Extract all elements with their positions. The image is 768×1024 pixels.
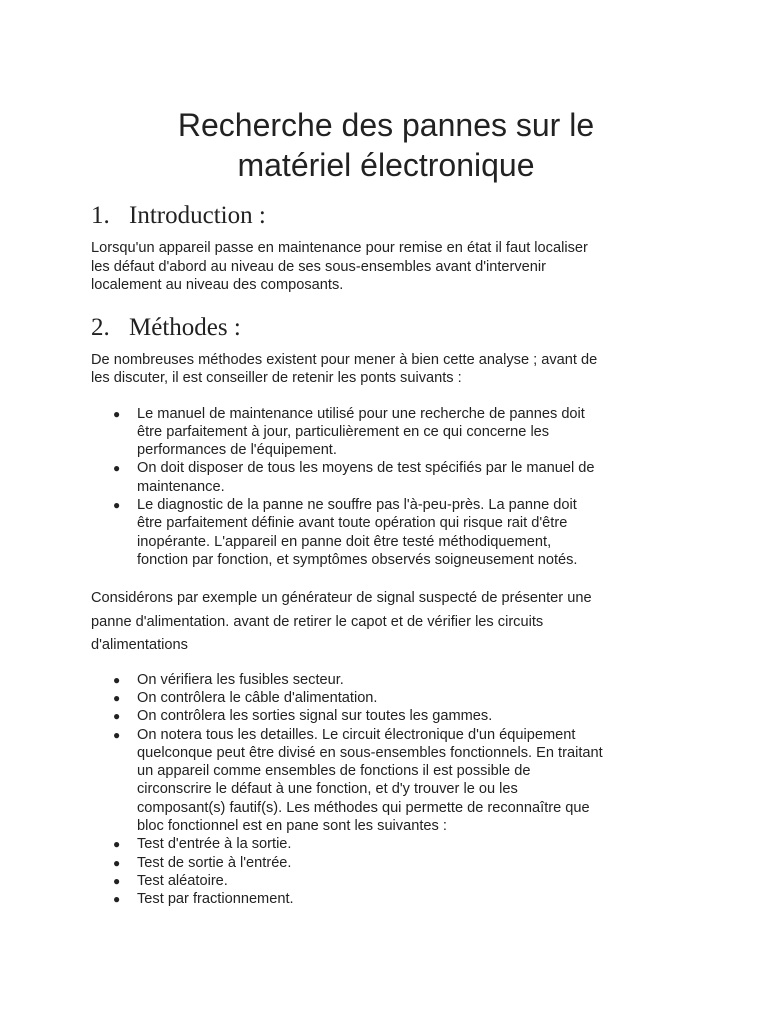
section-heading-text: Méthodes : bbox=[129, 313, 241, 341]
list-item-line: Le diagnostic de la panne ne souffre pas l'à-peu-près. La panne doit bbox=[137, 496, 577, 513]
list-item-line: Le manuel de maintenance utilisé pour une recherche de pannes doit bbox=[137, 405, 585, 422]
list-item bbox=[91, 496, 681, 569]
list-item-line: un appareil comme ensembles de fonctions il est possible de bbox=[137, 763, 531, 780]
section-heading-text: Introduction : bbox=[129, 202, 266, 229]
bullet-icon: ● bbox=[113, 727, 121, 742]
bullet-icon: ● bbox=[113, 892, 121, 907]
bullet-icon: ● bbox=[113, 709, 121, 724]
list-item bbox=[91, 459, 681, 496]
title-line-2: matériel électronique bbox=[237, 147, 535, 183]
list-item-line: Test de sortie à l'entrée. bbox=[137, 854, 292, 871]
paragraph-line: les discuter, il est conseiller de retenir les ponts suivants : bbox=[91, 370, 462, 386]
paragraph-line: panne d'alimentation. avant de retirer le capot et de vérifier les circuits bbox=[91, 613, 544, 630]
list-item-line: Test aléatoire. bbox=[137, 872, 228, 889]
list-item bbox=[91, 854, 681, 872]
list-item-line: On notera tous les detailles. Le circuit électronique d'un équipement bbox=[137, 726, 576, 743]
recommendations-list bbox=[91, 405, 681, 570]
list-item-line: circonscrire le défaut à une fonction, et d'y trouver le ou les bbox=[137, 781, 518, 798]
list-item bbox=[91, 872, 681, 890]
list-item bbox=[91, 689, 681, 707]
document-page bbox=[91, 0, 681, 909]
list-item-line: maintenance. bbox=[137, 478, 225, 495]
list-item-line: On doit disposer de tous les moyens de test spécifiés par le manuel de bbox=[137, 460, 595, 477]
paragraph-line: les défaut d'abord au niveau de ses sous-ensembles avant d'intervenir bbox=[91, 258, 547, 275]
methodes-paragraph bbox=[91, 351, 681, 388]
paragraph-line: Considérons par exemple un générateur de signal suspecté de présenter une bbox=[91, 590, 592, 607]
bullet-icon: ● bbox=[113, 837, 121, 852]
list-item-line: être parfaitement à jour, particulièrement en ce qui concerne les bbox=[137, 423, 550, 440]
example-paragraph bbox=[91, 587, 681, 658]
paragraph-line: d'alimentations bbox=[91, 637, 188, 654]
paragraph-line: Lorsqu'un appareil passe en maintenance pour remise en état il faut localiser bbox=[91, 240, 588, 256]
list-item-line: être parfaitement définie avant toute opération qui risque rait d'être bbox=[137, 515, 568, 532]
list-item-line: Test par fractionnement. bbox=[137, 891, 294, 908]
bullet-icon: ● bbox=[113, 873, 121, 888]
bullet-icon: ● bbox=[113, 461, 121, 476]
list-item bbox=[91, 707, 681, 725]
section-number: 2. bbox=[91, 313, 110, 341]
bullet-icon: ● bbox=[113, 406, 121, 421]
list-item-line: On vérifiera les fusibles secteur. bbox=[137, 671, 344, 688]
bullet-icon: ● bbox=[113, 497, 121, 512]
list-item-line: composant(s) fautif(s). Les méthodes qui permette de reconnaître que bbox=[137, 799, 590, 816]
list-item-line: On contrôlera le câble d'alimentation. bbox=[137, 689, 378, 706]
list-item-line: fonction par fonction, et symptômes observés soigneusement notés. bbox=[137, 551, 578, 568]
section-heading-introduction bbox=[91, 201, 681, 231]
list-item-line: quelconque peut être divisé en sous-ensembles fonctionnels. En traitant bbox=[137, 744, 603, 761]
list-item-line: inopérante. L'appareil en panne doit être testé méthodiquement, bbox=[137, 533, 552, 550]
list-item-line: Test d'entrée à la sortie. bbox=[137, 836, 292, 853]
checks-list bbox=[91, 671, 681, 909]
introduction-paragraph bbox=[91, 239, 681, 295]
list-item bbox=[91, 890, 681, 908]
section-heading-methodes bbox=[91, 313, 681, 343]
list-item-line: bloc fonctionnel est en pane sont les suivantes : bbox=[137, 818, 447, 835]
list-item bbox=[91, 835, 681, 853]
section-number: 1. bbox=[91, 202, 110, 229]
bullet-icon: ● bbox=[113, 855, 121, 870]
list-item-line: performances de l'équipement. bbox=[137, 442, 337, 459]
title-line-1: Recherche des pannes sur le bbox=[177, 107, 595, 143]
list-item bbox=[91, 671, 681, 689]
list-item bbox=[91, 726, 681, 836]
list-item-line: On contrôlera les sorties signal sur toutes les gammes. bbox=[137, 708, 493, 725]
bullet-icon: ● bbox=[113, 690, 121, 705]
document-title bbox=[91, 105, 681, 185]
bullet-icon: ● bbox=[113, 672, 121, 687]
paragraph-line: localement au niveau des composants. bbox=[91, 277, 344, 293]
list-item bbox=[91, 405, 681, 460]
paragraph-line: De nombreuses méthodes existent pour mener à bien cette analyse ; avant de bbox=[91, 351, 598, 368]
